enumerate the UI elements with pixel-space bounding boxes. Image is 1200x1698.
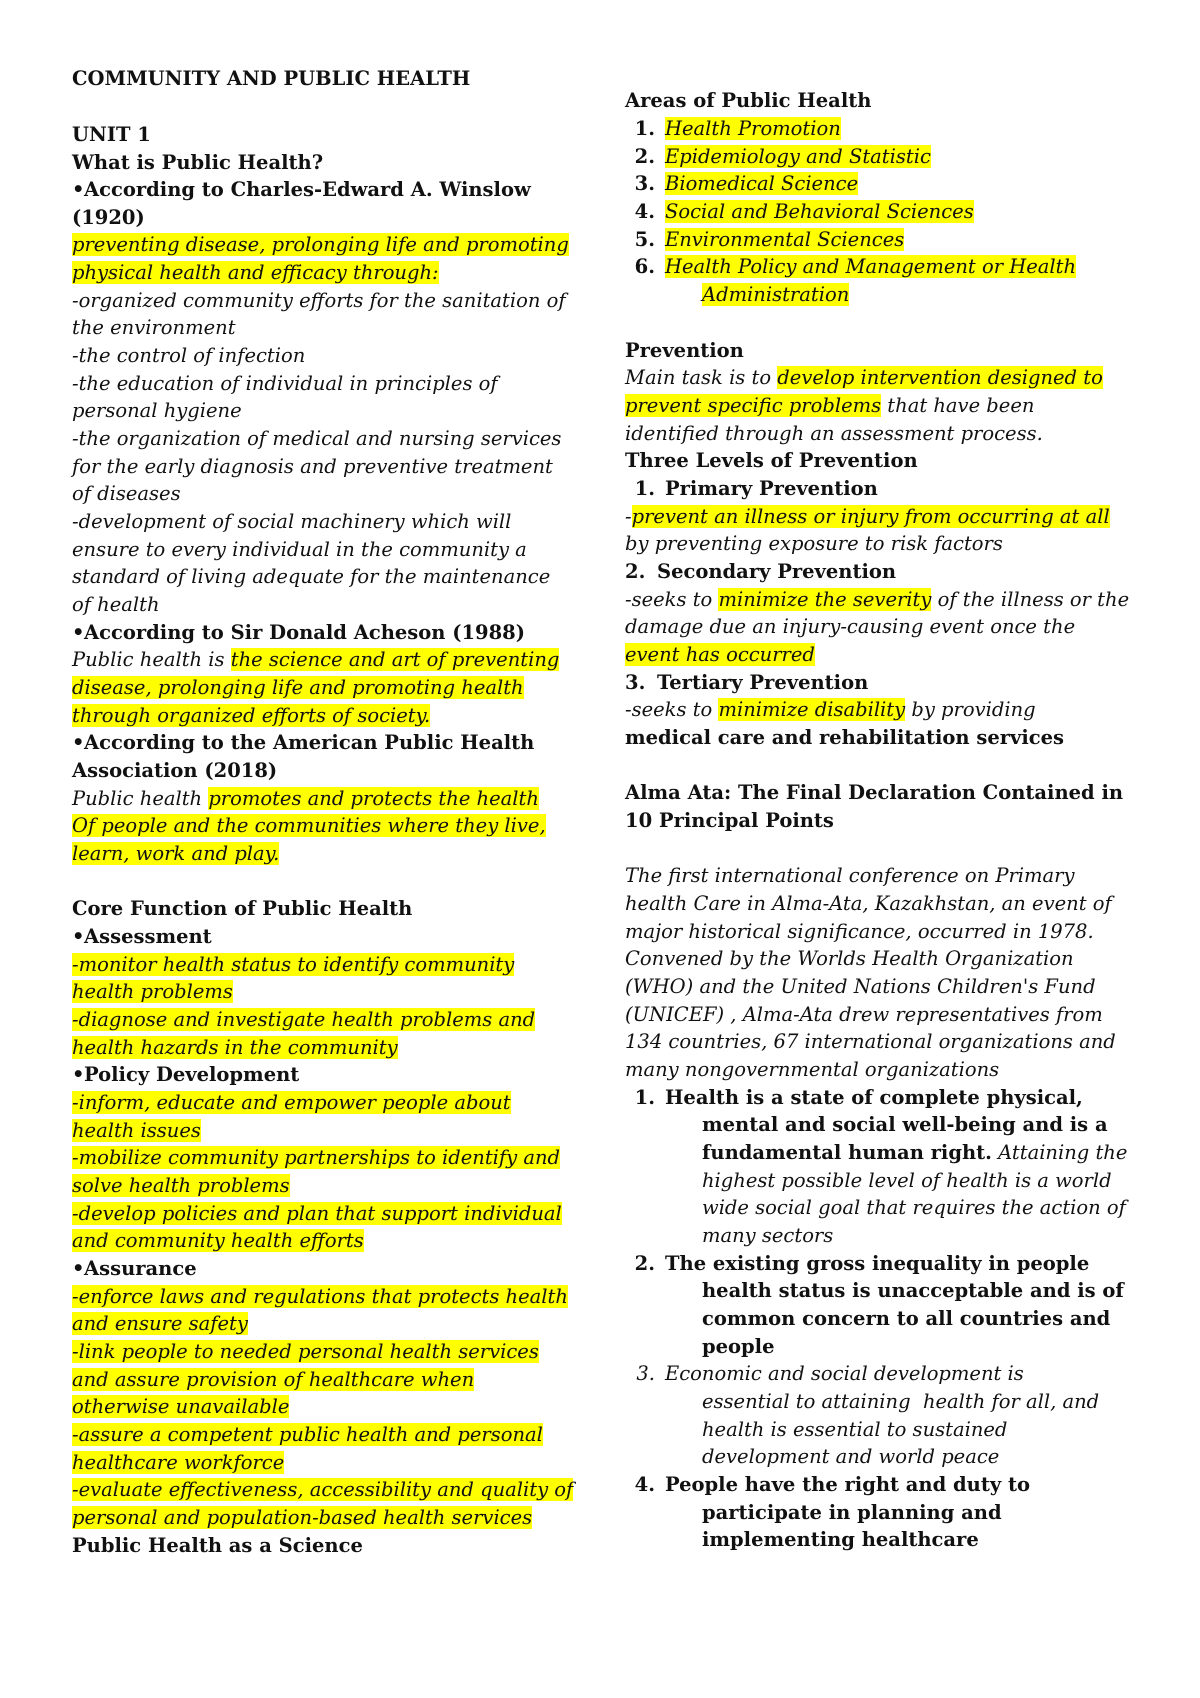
highlighted-text: preventing disease, prolonging life and promoting (72, 233, 569, 256)
text-segment: mental and social well-being and is a (702, 1113, 1108, 1136)
text-segment: Health is a state of complete physical, (665, 1086, 1083, 1109)
text-line (72, 1532, 363, 1560)
text-line (72, 1366, 474, 1394)
text-line (72, 619, 525, 647)
text-line (72, 121, 151, 149)
text-segment: (UNICEF) , Alma-Ata drew representatives from (625, 1003, 1103, 1026)
bullet-icon: • (72, 1063, 85, 1086)
text-segment: health Care in Alma-Ata, Kazakhstan, an event of (625, 892, 1112, 915)
text-segment: medical care and rehabilitation services (625, 726, 1065, 749)
text-segment: participate in planning and (702, 1501, 1002, 1524)
highlighted-text: Biomedical Science (665, 172, 859, 195)
text-line (72, 674, 524, 702)
text-line (72, 895, 412, 923)
text-segment: - (625, 505, 632, 528)
list-number: 4. (634, 200, 655, 223)
text-line (625, 1471, 1030, 1499)
highlighted-text: promotes and protects the health (208, 787, 539, 810)
list-number: 5. (634, 228, 655, 251)
text-line (702, 1139, 1127, 1167)
text-segment: Public health is (72, 648, 231, 671)
text-line (72, 1200, 562, 1228)
text-line (625, 779, 1123, 807)
text-line (72, 812, 546, 840)
text-line (72, 231, 569, 259)
text-line (72, 397, 242, 425)
highlighted-text: otherwise unavailable (72, 1395, 290, 1418)
text-line (702, 1167, 1112, 1195)
highlighted-text: -mobilize community partnerships to identify and (72, 1146, 561, 1169)
highlighted-text: physical health and efficacy through: (72, 261, 439, 284)
highlighted-text: disease, prolonging life and promoting health (72, 676, 524, 699)
text-segment: Prevention (625, 339, 744, 362)
text-segment: by preventing exposure to risk factors (625, 532, 1003, 555)
text-line (625, 945, 1074, 973)
highlighted-text: health hazards in the community (72, 1036, 398, 1059)
text-line (72, 1283, 568, 1311)
highlighted-text: -diagnose and investigate health problems and (72, 1008, 536, 1031)
text-line (625, 696, 1036, 724)
text-segment: implementing healthcare (702, 1528, 979, 1551)
bullet-icon: • (72, 925, 85, 948)
text-segment: fundamental human right. (702, 1141, 992, 1164)
text-segment: -organized community efforts for the sanitation of (72, 289, 566, 312)
text-line (625, 918, 1094, 946)
text-line (625, 420, 1043, 448)
text-segment: common concern to all countries and (702, 1307, 1111, 1330)
list-number: 1. (634, 117, 655, 140)
text-line (72, 1172, 290, 1200)
highlighted-text: develop intervention designed to (777, 366, 1103, 389)
text-line (72, 1144, 560, 1172)
text-segment: -the control of infection (72, 344, 306, 367)
list-number: 3. (634, 172, 655, 195)
text-line (72, 508, 511, 536)
text-segment: of diseases (72, 482, 181, 505)
text-line (72, 1255, 197, 1283)
text-line (72, 1089, 511, 1117)
text-line (72, 951, 514, 979)
highlighted-text: Environmental Sciences (665, 228, 905, 251)
text-line (72, 1117, 201, 1145)
text-line (72, 342, 305, 370)
text-line (72, 149, 323, 177)
text-line (625, 253, 1076, 281)
highlighted-text: learn, work and play. (72, 842, 280, 865)
text-line (72, 785, 539, 813)
text-line (625, 198, 974, 226)
text-segment: -development of social machinery which will (72, 510, 512, 533)
text-line (625, 1028, 1116, 1056)
text-line (625, 641, 815, 669)
text-line (72, 757, 277, 785)
text-segment: Tertiary Prevention (657, 671, 869, 694)
text-segment: identified through an assessment process. (625, 422, 1043, 445)
text-line (625, 392, 1034, 420)
text-line (702, 1277, 1124, 1305)
text-segment: Economic and social development is (665, 1362, 1024, 1385)
text-segment: What is Public Health? (72, 151, 324, 174)
text-line (702, 1222, 833, 1250)
text-segment: -the organization of medical and nursing services (72, 427, 562, 450)
text-line (72, 176, 531, 204)
highlighted-text: healthcare workforce (72, 1451, 285, 1474)
text-segment: the environment (72, 316, 236, 339)
text-segment: for the early diagnosis and preventive treatment (72, 455, 553, 478)
text-line (72, 1421, 543, 1449)
text-segment: The first international conference on Primary (625, 864, 1075, 887)
text-segment: 134 countries, 67 international organizations and (625, 1030, 1116, 1053)
text-line (625, 613, 1075, 641)
text-line (72, 1006, 535, 1034)
text-segment: UNIT 1 (72, 123, 151, 146)
text-segment: highest possible level of health is a world (702, 1169, 1112, 1192)
highlighted-text: -inform, educate and empower people about (72, 1091, 511, 1114)
text-line (625, 143, 931, 171)
text-segment: According to Sir Donald Acheson (1988) (84, 621, 525, 644)
text-line (702, 1333, 775, 1361)
text-segment: (WHO) and the United Nations Children's Fund (625, 975, 1096, 998)
text-segment: Public health (72, 787, 209, 810)
text-segment: Secondary Prevention (657, 560, 897, 583)
text-segment: Main task is to (625, 366, 778, 389)
list-number: 3. (625, 671, 646, 694)
list-number: 6. (634, 255, 655, 278)
highlighted-text: -evaluate effectiveness, accessibility and quality of (72, 1478, 574, 1501)
text-line (625, 890, 1112, 918)
text-line (702, 1416, 1007, 1444)
text-line (702, 1111, 1108, 1139)
text-segment: many nongovernmental organizations (625, 1058, 1000, 1081)
text-line (702, 1305, 1110, 1333)
text-line (72, 729, 534, 757)
text-segment: development and world peace (702, 1445, 1000, 1468)
list-number: 2. (625, 560, 646, 583)
highlighted-text: Health Policy and Management or Health (665, 255, 1077, 278)
highlighted-text: Health Promotion (665, 117, 841, 140)
text-segment: of the illness or the (931, 588, 1130, 611)
text-segment: People have the right and duty to (665, 1473, 1030, 1496)
text-segment: standard of living adequate for the maintenance (72, 565, 551, 588)
text-line (702, 1526, 979, 1554)
highlighted-text: Administration (702, 283, 850, 306)
highlighted-text: the science and art of preventing (230, 648, 560, 671)
highlighted-text: through organized efforts of society. (72, 704, 431, 727)
text-line (702, 1388, 1099, 1416)
text-line (625, 558, 896, 586)
list-number: 1. (634, 477, 655, 500)
highlighted-text: minimize disability (718, 698, 906, 721)
text-segment: health is essential to sustained (702, 1418, 1008, 1441)
text-segment: Policy Development (84, 1063, 300, 1086)
text-segment: Core Function of Public Health (72, 897, 413, 920)
text-segment: that have been (881, 394, 1035, 417)
text-segment: 10 Principal Points (625, 809, 834, 832)
text-line (625, 1056, 999, 1084)
text-segment: Primary Prevention (665, 477, 878, 500)
text-segment: of health (72, 593, 160, 616)
text-line (625, 530, 1003, 558)
text-line (72, 536, 527, 564)
highlighted-text: Epidemiology and Statistic (665, 145, 931, 168)
highlighted-text: prevent an illness or injury from occurring at all (631, 505, 1110, 528)
text-line (72, 978, 233, 1006)
text-line (625, 973, 1096, 1001)
highlighted-text: health problems (72, 980, 233, 1003)
text-line (702, 281, 849, 309)
text-line (702, 1499, 1002, 1527)
text-line (72, 1034, 398, 1062)
text-segment: personal hygiene (72, 399, 242, 422)
text-line (625, 807, 834, 835)
text-line (72, 65, 470, 93)
highlighted-text: Of people and the communities where they live, (72, 814, 546, 837)
text-segment: The existing gross inequality in people (665, 1252, 1090, 1275)
text-segment: many sectors (702, 1224, 834, 1247)
text-line (625, 364, 1103, 392)
list-number: 3. (636, 1362, 655, 1385)
text-segment: major historical significance, occurred in 1978. (625, 920, 1094, 943)
text-line (72, 480, 181, 508)
bullet-icon: • (72, 178, 85, 201)
list-number: 1. (634, 1086, 655, 1109)
text-segment: (1920) (72, 206, 145, 229)
bullet-icon: • (72, 621, 85, 644)
text-line (72, 1061, 299, 1089)
text-line (72, 563, 550, 591)
text-line (702, 1194, 1126, 1222)
text-line (72, 1476, 573, 1504)
text-line (72, 1338, 539, 1366)
text-line (72, 1449, 284, 1477)
text-line (72, 923, 212, 951)
text-line (625, 447, 918, 475)
highlighted-text: personal and population-based health services (72, 1506, 533, 1529)
text-segment: Public Health as a Science (72, 1534, 363, 1557)
text-segment: essential to attaining health for all, and (702, 1390, 1100, 1413)
text-line (72, 1227, 364, 1255)
highlighted-text: -link people to needed personal health services (72, 1340, 539, 1363)
text-segment: -the education of individual in principles of (72, 372, 498, 395)
text-segment: health status is unacceptable and is of (702, 1279, 1124, 1302)
text-segment: Areas of Public Health (625, 89, 872, 112)
highlighted-text: minimize the severity (718, 588, 932, 611)
list-number: 4. (634, 1473, 655, 1496)
text-segment: According to Charles-Edward A. Winslow (84, 178, 531, 201)
text-line (625, 337, 744, 365)
highlighted-text: health issues (72, 1119, 201, 1142)
text-segment: damage due an injury-causing event once the (625, 615, 1076, 638)
highlighted-text: Social and Behavioral Sciences (665, 200, 974, 223)
highlighted-text: solve health problems (72, 1174, 290, 1197)
text-line (72, 646, 559, 674)
list-number: 2. (634, 145, 655, 168)
highlighted-text: -enforce laws and regulations that protects health (72, 1285, 568, 1308)
text-line (625, 586, 1129, 614)
text-line (625, 1250, 1089, 1278)
text-line (72, 425, 561, 453)
text-line (625, 1360, 1024, 1388)
highlighted-text: and assure provision of healthcare when (72, 1368, 475, 1391)
text-line (72, 259, 439, 287)
text-segment: Association (2018) (72, 759, 278, 782)
text-segment: Three Levels of Prevention (625, 449, 918, 472)
text-segment: According to the American Public Health (84, 731, 535, 754)
text-line (625, 503, 1110, 531)
highlighted-text: and community health efforts (72, 1229, 364, 1252)
text-segment: Assessment (84, 925, 212, 948)
highlighted-text: -monitor health status to identify community (72, 953, 515, 976)
text-line (72, 1393, 289, 1421)
text-line (625, 862, 1074, 890)
text-segment: ensure to every individual in the community a (72, 538, 527, 561)
text-segment: wide social goal that requires the action of (702, 1196, 1126, 1219)
text-line (72, 840, 279, 868)
text-line (72, 591, 160, 619)
bullet-icon: • (72, 1257, 85, 1280)
text-line (702, 1443, 999, 1471)
text-segment: -seeks to (625, 588, 719, 611)
highlighted-text: and ensure safety (72, 1312, 248, 1335)
text-line (72, 702, 430, 730)
text-segment: -seeks to (625, 698, 719, 721)
text-line (72, 453, 553, 481)
text-line (625, 115, 841, 143)
text-segment: people (702, 1335, 775, 1358)
highlighted-text: -develop policies and plan that support individual (72, 1202, 562, 1225)
text-segment: Assurance (84, 1257, 197, 1280)
text-line (72, 1310, 248, 1338)
text-line (625, 170, 858, 198)
text-line (72, 287, 566, 315)
text-line (625, 1084, 1083, 1112)
text-line (625, 724, 1064, 752)
text-segment: Convened by the Worlds Health Organization (625, 947, 1074, 970)
text-segment: Attaining the (991, 1141, 1128, 1164)
text-line (625, 669, 868, 697)
text-line (72, 1504, 532, 1532)
text-segment: COMMUNITY AND PUBLIC HEALTH (72, 67, 471, 90)
text-segment: Alma Ata: The Final Declaration Contained in (625, 781, 1124, 804)
highlighted-text: -assure a competent public health and personal (72, 1423, 543, 1446)
highlighted-text: event has occurred (625, 643, 815, 666)
text-line (72, 204, 145, 232)
text-line (625, 87, 871, 115)
text-segment: by providing (905, 698, 1036, 721)
text-line (625, 1001, 1103, 1029)
text-line (625, 226, 904, 254)
text-line (72, 370, 498, 398)
bullet-icon: • (72, 731, 85, 754)
list-number: 2. (634, 1252, 655, 1275)
text-line (72, 314, 236, 342)
text-line (625, 475, 878, 503)
highlighted-text: prevent specific problems (625, 394, 882, 417)
